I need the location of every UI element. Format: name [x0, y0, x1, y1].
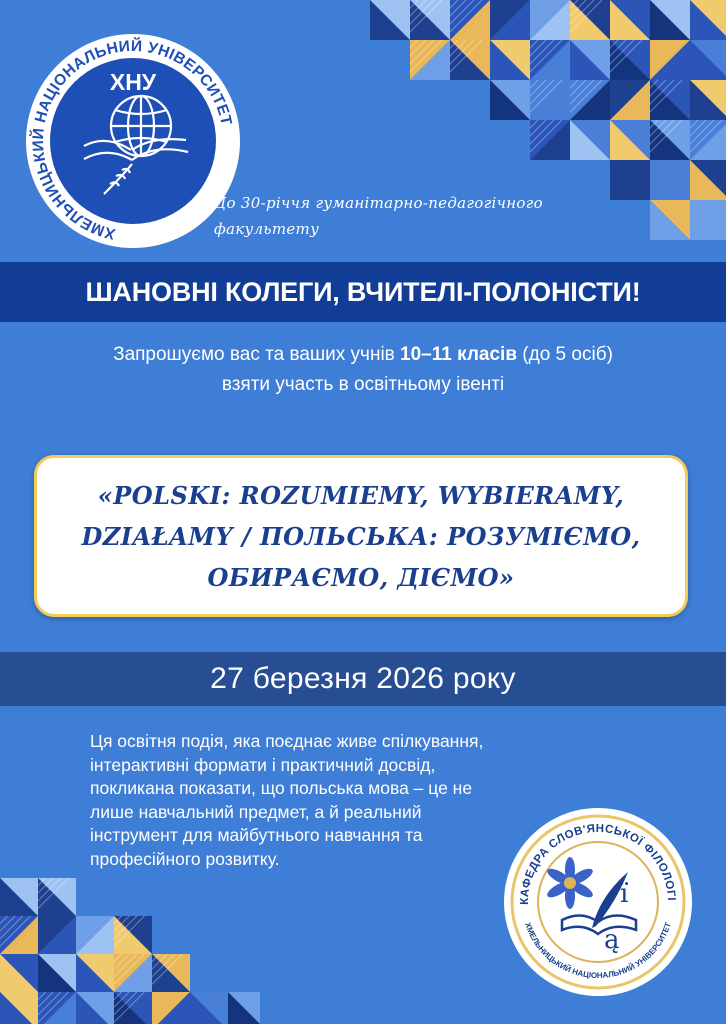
description-line: професійного розвитку.: [90, 848, 280, 869]
department-letter-2: ą: [604, 925, 620, 955]
university-abbreviation: ХНУ: [109, 69, 157, 95]
globe-book-icon: [84, 96, 188, 194]
university-ring-text: ХМЕЛЬНИЦЬКИЙ НАЦІОНАЛЬНИЙ УНІВЕРСИТЕТ: [29, 37, 235, 243]
anniversary-caption: [214, 190, 654, 242]
event-title: «POLSKI: ROZUMIEMY, WYBIERAMY, DZIAŁAMY / ПОЛЬСЬКА: РОЗУМІЄМО, ОБИРАЄМО, ДІЄМО»: [81, 480, 641, 592]
department-top-text: КАФЕДРА СЛОВ'ЯНСЬКОЇ ФІЛОЛОГІ: [518, 822, 678, 905]
invitation-line-1: [20, 340, 706, 370]
event-date: 27 березня 2026 року: [210, 662, 516, 695]
description-line: Ця освітня подія, яка поєднає живе спілкування,: [90, 731, 484, 751]
invitation-part-2: (до 5 осіб): [517, 344, 613, 365]
page-title: ШАНОВНІ КОЛЕГИ, ВЧИТЕЛІ-ПОЛОНІСТИ!: [85, 276, 641, 307]
anniversary-line-1: До 30-річчя гуманітарно-педагогічного: [214, 194, 543, 212]
description-line: покликана показати, що польська мова – це не: [90, 778, 473, 798]
university-logo-ring: [26, 34, 240, 248]
invitation-grades: 10–11 класів: [400, 344, 518, 365]
event-description: [90, 730, 550, 871]
invitation-line-2: взяти участь в освітньому івенті: [221, 374, 505, 395]
department-logo-art: [504, 808, 692, 996]
date-banner: [0, 652, 726, 706]
description-line: інструмент для майбутнього навчання та: [90, 825, 423, 845]
title-banner: [0, 262, 726, 322]
description-line: інтерактивні формати і практичний досвід,: [90, 754, 436, 775]
invitation-text: [20, 340, 706, 400]
anniversary-line-2: факультету: [214, 220, 320, 238]
department-bottom-text: ХМЕЛЬНИЦЬКИЙ НАЦІОНАЛЬНИЙ УНІВЕРСИТЕТ: [523, 921, 673, 981]
description-line: лише навчальний предмет, а й реальний: [90, 801, 422, 822]
event-title-box: [34, 455, 688, 617]
invitation-part-1: Запрошуємо вас та ваших учнів: [113, 344, 401, 365]
department-letter-1: ї: [620, 879, 629, 909]
